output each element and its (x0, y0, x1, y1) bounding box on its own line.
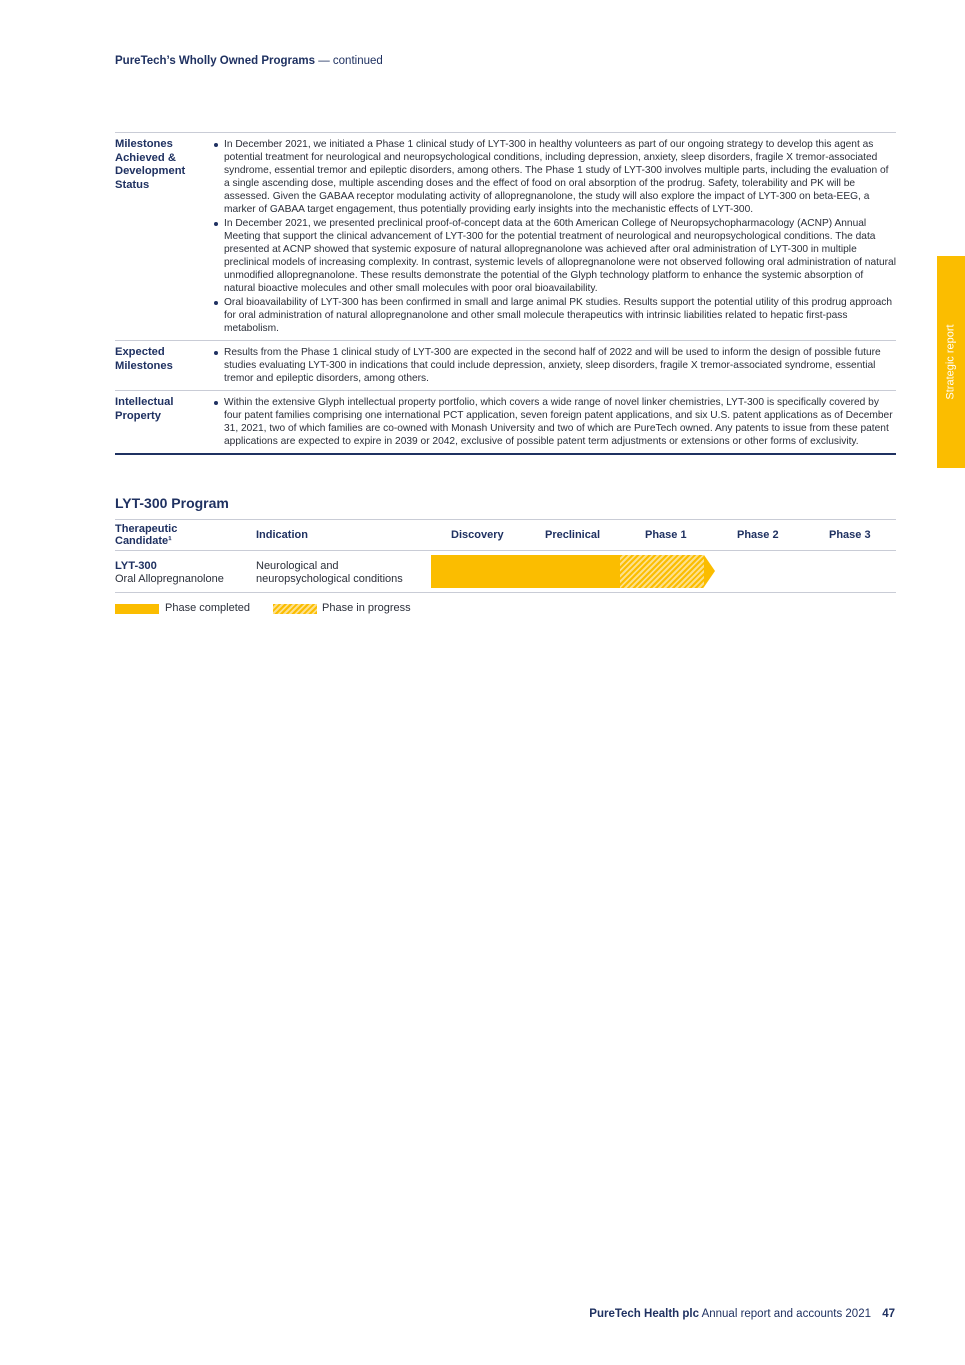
header-phase1: Phase 1 (645, 529, 687, 541)
header-preclinical: Preclinical (545, 529, 601, 541)
page-number: 47 (882, 1308, 895, 1320)
legend-in-progress-label: Phase in progress (322, 602, 411, 614)
program-title: LYT-300 Program (115, 495, 229, 511)
bullet-item: In December 2021, we initiated a Phase 1 clinical study of LYT-300 in healthy volunteers as part of our ongoing strategy to develop this agent as potential treatment for neurological and neuropsychological conditions, including depression, anxiety, sleep disorders, fragile X tremor-associated syndrome, essential tremor and epileptic disorders, among others. The Phase 1 study of LYT-300 involves multiple parts, including the evaluation of a single ascending dose, multiple ascending doses and the effect of food on oral absorption of the prodrug. Safety, tolerability and PK will be assessed. Given the GABAA receptor modulating activity of allopregnanolone, the study will also explore the impact of LYT-300 on beta-EEG, a marker of GABAA target engagement, thus potentially providing early insights into the mechanistic effects of LYT-300. (213, 138, 896, 216)
row-label: Milestones Achieved & Development Status (115, 138, 186, 191)
indication-text: Neurological and neuropsychological conditions (256, 560, 403, 585)
row-label: Expected Milestones (115, 346, 173, 372)
pipeline-header-row (115, 519, 896, 551)
side-tab-label: Strategic report (945, 324, 958, 400)
bullet-item: In December 2021, we presented preclinical proof-of-concept data at the 60th American College of Neuropsychopharmacology (ACNP) Annual Meeting that support the clinical advancement of LYT-300 for the potential treatment of neurological and neuropsychological conditions. The data presented at ACNP showed that systemic exposure of natural allopregnanolone was achieved after oral administration of LYT-300 in multiple preclinical models of increasing complexity. In contrast, systemic levels of allopregnanolone were not observed following oral administration of natural unmodified allopregnanolone. These results demonstrate the potential of the Glyph technology platform to enhance the systemic absorption of natural bioactive molecules and other small molecules with poor oral bioavailability. (213, 217, 896, 295)
phase-completed-bar (431, 555, 620, 588)
header-indication: Indication (256, 529, 308, 541)
row-body (213, 138, 896, 336)
legend-completed-swatch (115, 604, 159, 614)
header-phase3: Phase 3 (829, 529, 871, 541)
header-suffix: — continued (318, 55, 383, 67)
page-footer (589, 1308, 895, 1320)
candidate-subtitle: Oral Allopregnanolone (115, 573, 224, 585)
header-section: PureTech’s Wholly Owned Programs (115, 55, 316, 67)
row-body (213, 396, 896, 449)
footer-company: PureTech Health plc (589, 1308, 699, 1320)
bullet-item: Within the extensive Glyph intellectual property portfolio, which covers a wide range of novel linker chemistries, LYT-300 is specifically covered by four patent families comprising one international PCT application, seven foreign patent applications, and six U.S. patent applications as of December 31, 2021, two of which families are co-owned with Monash University and two of which are PureTech owned. Any patents to issue from these patent applications are expected to expire in 2039 or 2042, exclusive of possible patent term adjustments or extensions or other forms of exclusivity. (213, 396, 896, 448)
expected-milestones-row (115, 341, 896, 391)
legend-completed-label: Phase completed (165, 602, 250, 614)
page-header (115, 55, 383, 67)
section-side-tab[interactable] (937, 256, 965, 468)
row-label: Intellectual Property (115, 396, 174, 422)
footer-report: Annual report and accounts 2021 (701, 1308, 871, 1320)
pipeline-table (115, 519, 896, 593)
bullet-item: Results from the Phase 1 clinical study of LYT-300 are expected in the second half of 2022 and will be used to inform the design of possible future studies evaluating LYT-300 in indications that could include depression, anxiety, sleep disorders, fragile X tremor-associated syndrome, essential tremor and epileptic disorders, among others. (213, 346, 896, 385)
milestones-achieved-row (115, 133, 896, 341)
row-body (213, 346, 896, 386)
header-phase2: Phase 2 (737, 529, 779, 541)
candidate-name: LYT-300 (115, 560, 157, 572)
milestones-table (115, 132, 896, 455)
pipeline-row (115, 551, 896, 593)
header-discovery: Discovery (451, 529, 504, 541)
phase-in-progress-bar (620, 555, 704, 588)
intellectual-property-row (115, 391, 896, 455)
bullet-item: Oral bioavailability of LYT-300 has been confirmed in small and large animal PK studies. Results support the potential utility of this prodrug approach for oral administration of natural allopregnanolone and other small molecule therapeutics with intrinsic liabilities related to hepatic first-pass metabolism. (213, 296, 896, 335)
legend-in-progress-swatch (273, 604, 317, 614)
progress-arrow-head (704, 555, 715, 587)
header-candidate: Therapeutic Candidate¹ (115, 523, 178, 547)
